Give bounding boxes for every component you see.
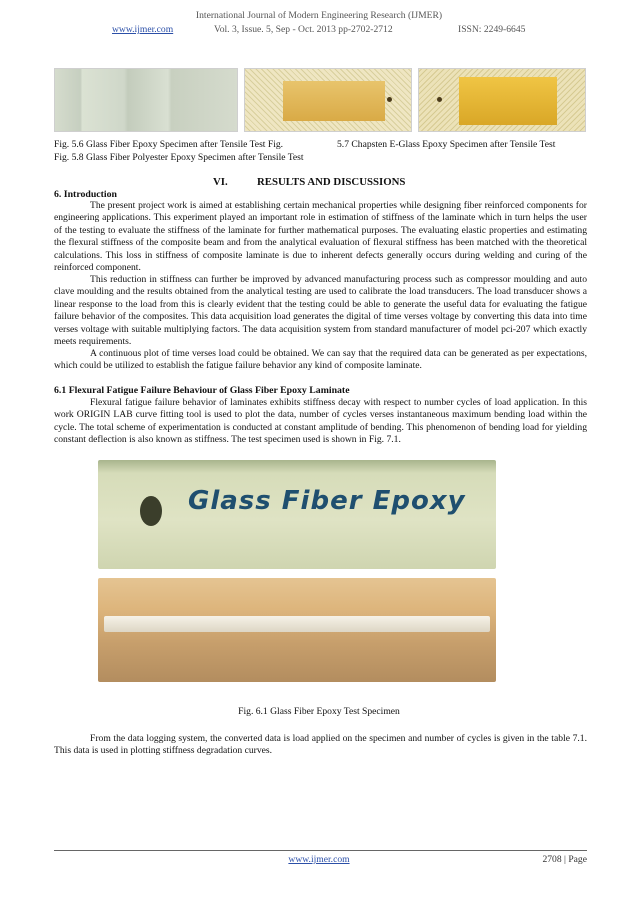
section-title: RESULTS AND DISCUSSIONS <box>257 176 406 188</box>
specimen-photo-glass-fiber-epoxy <box>54 68 238 132</box>
specimen-handwritten-label: Glass Fiber Epoxy <box>188 486 466 516</box>
closing-paragraph-text: From the data logging system, the converted data is load applied on the specimen and number of cycles is given in the table 7.1. This data is used in plotting stiffness degradation curves. <box>54 733 587 757</box>
specimen-hole <box>140 496 162 526</box>
subsection-paragraph <box>54 397 587 447</box>
page-number: 2708 | Page <box>542 854 587 865</box>
journal-website-link[interactable]: www.ijmer.com <box>112 24 174 35</box>
intro-paragraph-1-text: The present project work is aimed at establishing certain mechanical properties while designing fiber reinforced components for engineering applications. This experiment played an important role in estimation of stiffness of the laminate which in turn helps the user of the testing to evaluate the stiffness of the laminate for further mathematical purposes. The evaluating elastic properties and estimating the flexural stiffness of the composite beam and from the analytical evaluation of flexural stiffness has been matched with the theoretical calculations. This loss in stiffness of composite laminate is due to inherent defects generally occurs during welding and curing of the reinforced component. <box>54 200 587 274</box>
intro-heading: 6. Introduction <box>54 189 117 200</box>
specimen-photo-glass-fiber-polyester <box>418 68 586 132</box>
footer-website-link[interactable]: www.ijmer.com <box>288 854 350 865</box>
specimen-edge-strip <box>104 616 490 632</box>
subsection-paragraph-text: Flexural fatigue failure behavior of laminates exhibits stiffness decay with respect to number cycles of load application. In this work ORIGIN LAB curve fitting tool is used to plot the data, number of cycles verses instantaneous maximum bending load within the cycle. The total scheme of experimentation is conducted at constant amplitude of bending. This phenomenon of bending load for yielding constant deflection is also known as stiffness. The test specimen used is shown in Fig. 7.1. <box>54 397 587 446</box>
specimen-hole <box>387 97 392 102</box>
intro-paragraph-3 <box>54 348 587 373</box>
subsection-heading: 6.1 Flexural Fatigue Failure Behaviour of Glass Fiber Epoxy Laminate <box>54 385 350 396</box>
footer-divider <box>54 850 587 851</box>
volume-info: Vol. 3, Issue. 5, Sep - Oct. 2013 pp-2702-2712 <box>214 24 393 35</box>
specimen-band <box>283 81 385 121</box>
closing-paragraph <box>54 733 587 758</box>
specimen-hole <box>437 97 442 102</box>
specimen-photo-chapsten-e-glass <box>244 68 412 132</box>
caption-fig-5-6: Fig. 5.6 Glass Fiber Epoxy Specimen after Tensile Test Fig. <box>54 139 284 150</box>
intro-paragraph-2-text: This reduction in stiffness can further be improved by advanced manufacturing process such as compressor moulding and auto clave moulding and the results obtained from the analytical testing are used to calibrate the load transducers. The load transducer shows a linear response to the load from this is clearly evident that the testing could be able to generate the useful data for evaluating the fatigue failure behavior of the composites. This data acquisition load generates the digital of time verses voltage by converting this data into time verses voltage with suitable multiplying factors. The data acquisition system from standard manufacturer of model pci-207 which exactly meets requirements. <box>54 274 587 348</box>
caption-fig-5-7: 5.7 Chapsten E-Glass Epoxy Specimen after Tensile Test <box>337 139 556 150</box>
figure-caption: Fig. 6.1 Glass Fiber Epoxy Test Specimen <box>238 706 400 717</box>
specimen-photo-side-view <box>98 578 496 682</box>
caption-fig-5-8: Fig. 5.8 Glass Fiber Polyester Epoxy Specimen after Tensile Test <box>54 152 304 163</box>
intro-paragraph-1 <box>54 200 587 274</box>
intro-paragraph-2 <box>54 274 587 348</box>
top-figures-caption-1 <box>54 139 556 150</box>
section-number: VI. <box>213 176 228 188</box>
intro-paragraph-3-text: A continuous plot of time verses load could be obtained. We can say that the required data can be generated as per expectations, which could be utilized to establish the fatigue failure behavior any kind of composite laminate. <box>54 348 587 372</box>
journal-title: International Journal of Modern Engineering Research (IJMER) <box>195 10 443 21</box>
specimen-photo-top-view <box>98 460 496 569</box>
issn-info: ISSN: 2249-6645 <box>458 24 526 35</box>
specimen-band <box>459 77 557 125</box>
